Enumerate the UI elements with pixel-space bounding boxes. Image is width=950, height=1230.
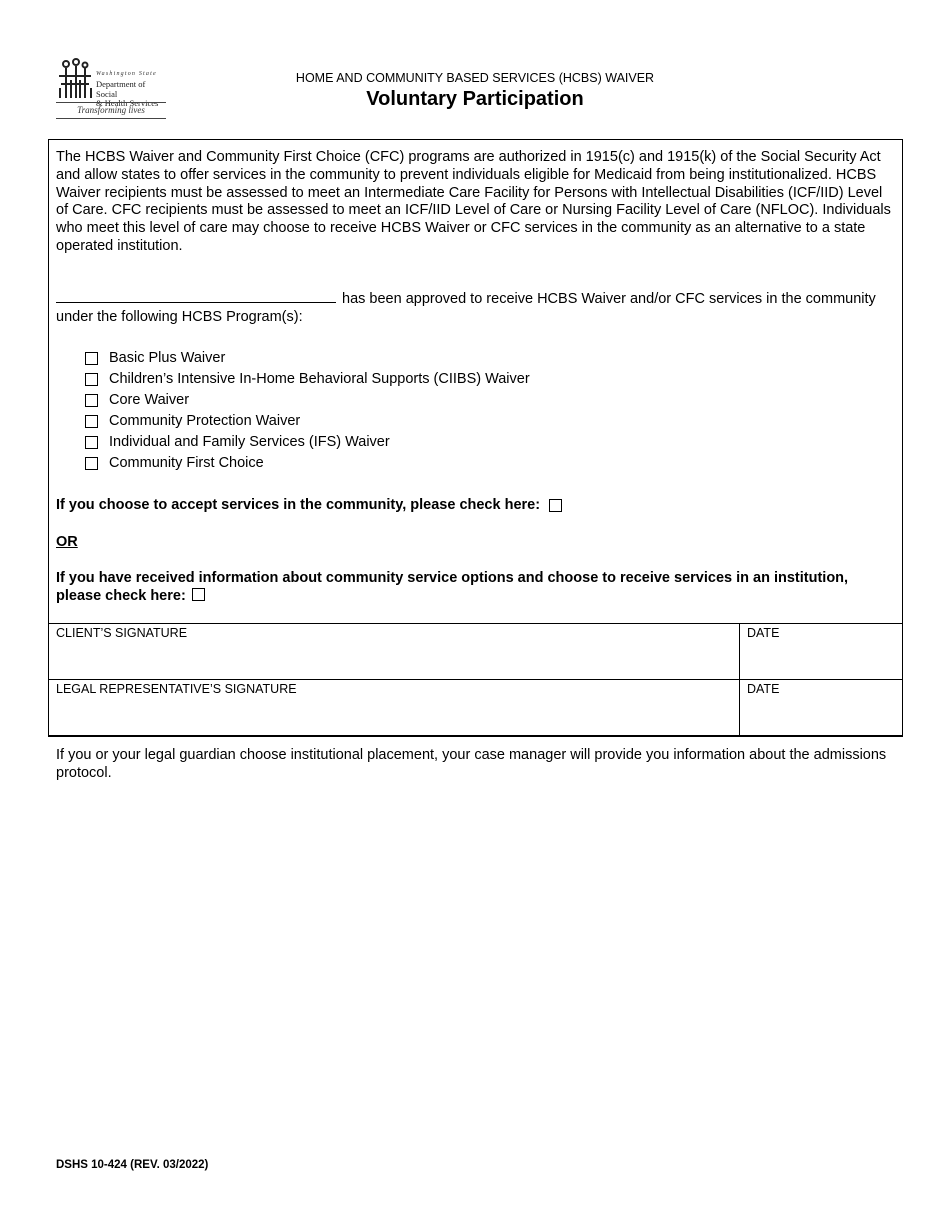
list-item	[85, 432, 530, 453]
accept-community-statement	[56, 496, 562, 514]
program-checkbox-cfc[interactable]	[85, 457, 98, 470]
list-item	[85, 348, 530, 369]
client-date-label: DATE	[747, 626, 780, 640]
logo-department: Department of Social & Health Services	[96, 79, 159, 108]
approved-statement	[56, 289, 894, 326]
program-label: Community First Choice	[109, 455, 264, 471]
institution-statement	[56, 569, 856, 605]
legal-rep-date-label: DATE	[747, 682, 780, 696]
signature-table	[48, 623, 903, 736]
list-item	[85, 411, 530, 432]
list-item	[85, 390, 530, 411]
program-checkbox-ifs[interactable]	[85, 436, 98, 449]
program-label: Basic Plus Waiver	[109, 350, 226, 366]
form-subtitle: HOME AND COMMUNITY BASED SERVICES (HCBS) WAIVER	[295, 71, 655, 85]
program-label: Individual and Family Services (IFS) Waiver	[109, 434, 390, 450]
program-list	[85, 348, 530, 474]
approved-text: has been approved to receive HCBS Waiver and/or CFC services in the community under the following HCBS Program(s):	[56, 291, 876, 325]
form-title: Voluntary Participation	[366, 88, 584, 110]
client-signature-field[interactable]	[49, 624, 740, 680]
dshs-logo	[56, 58, 168, 120]
legal-rep-signature-field[interactable]	[49, 680, 740, 736]
accept-community-text: If you choose to accept services in the community, please check here:	[56, 497, 541, 513]
program-checkbox-basic-plus[interactable]	[85, 352, 98, 365]
client-date-field[interactable]	[740, 624, 903, 680]
accept-community-checkbox[interactable]	[549, 499, 562, 512]
list-item	[85, 369, 530, 390]
dshs-figures-icon	[56, 58, 94, 100]
program-label: Children’s Intensive In-Home Behavioral Supports (CIIBS) Waiver	[109, 371, 530, 387]
program-checkbox-community-protection[interactable]	[85, 415, 98, 428]
legal-rep-date-field[interactable]	[740, 680, 903, 736]
institutional-placement-note: If you or your legal guardian choose institutional placement, your case manager will provide you information about the admissions protocol.	[56, 747, 887, 781]
program-checkbox-ciibs[interactable]	[85, 373, 98, 386]
legal-rep-signature-label: LEGAL REPRESENTATIVE’S SIGNATURE	[56, 682, 297, 696]
intro-paragraph: The HCBS Waiver and Community First Choice (CFC) programs are authorized in 1915(c) and 1915(k) of the Social Security Act and allow states to offer services in the community to prevent individuals eligible for Medicaid from being institutionalized. HCBS Waiver recipients must be assessed to meet an Intermediate Care Facility for Persons with Intellectual Disabilities (ICF/IID) Level of Care. CFC recipients must be assessed to meet an ICF/IID Level of Care or Nursing Facility Level of Care (NFLOC). Individuals who meet this level of care may choose to receive HCBS Waiver or CFC services in the community as an alternative to a state operated institution.	[56, 149, 891, 254]
or-separator: OR	[56, 534, 78, 550]
institution-checkbox[interactable]	[192, 588, 205, 601]
institution-text: If you have received information about community service options and choose to receive services in an institution, please check here:	[56, 570, 849, 604]
form-header	[240, 70, 710, 112]
logo-state: Washington State	[96, 71, 157, 77]
form-number: DSHS 10-424 (REV. 03/2022)	[56, 1159, 209, 1171]
client-signature-label: CLIENT’S SIGNATURE	[56, 626, 188, 640]
list-item	[85, 453, 530, 474]
client-name-field[interactable]	[56, 289, 336, 303]
program-checkbox-core[interactable]	[85, 394, 98, 407]
logo-tagline: Transforming lives	[77, 105, 145, 115]
program-label: Community Protection Waiver	[109, 413, 301, 429]
program-label: Core Waiver	[109, 392, 190, 408]
